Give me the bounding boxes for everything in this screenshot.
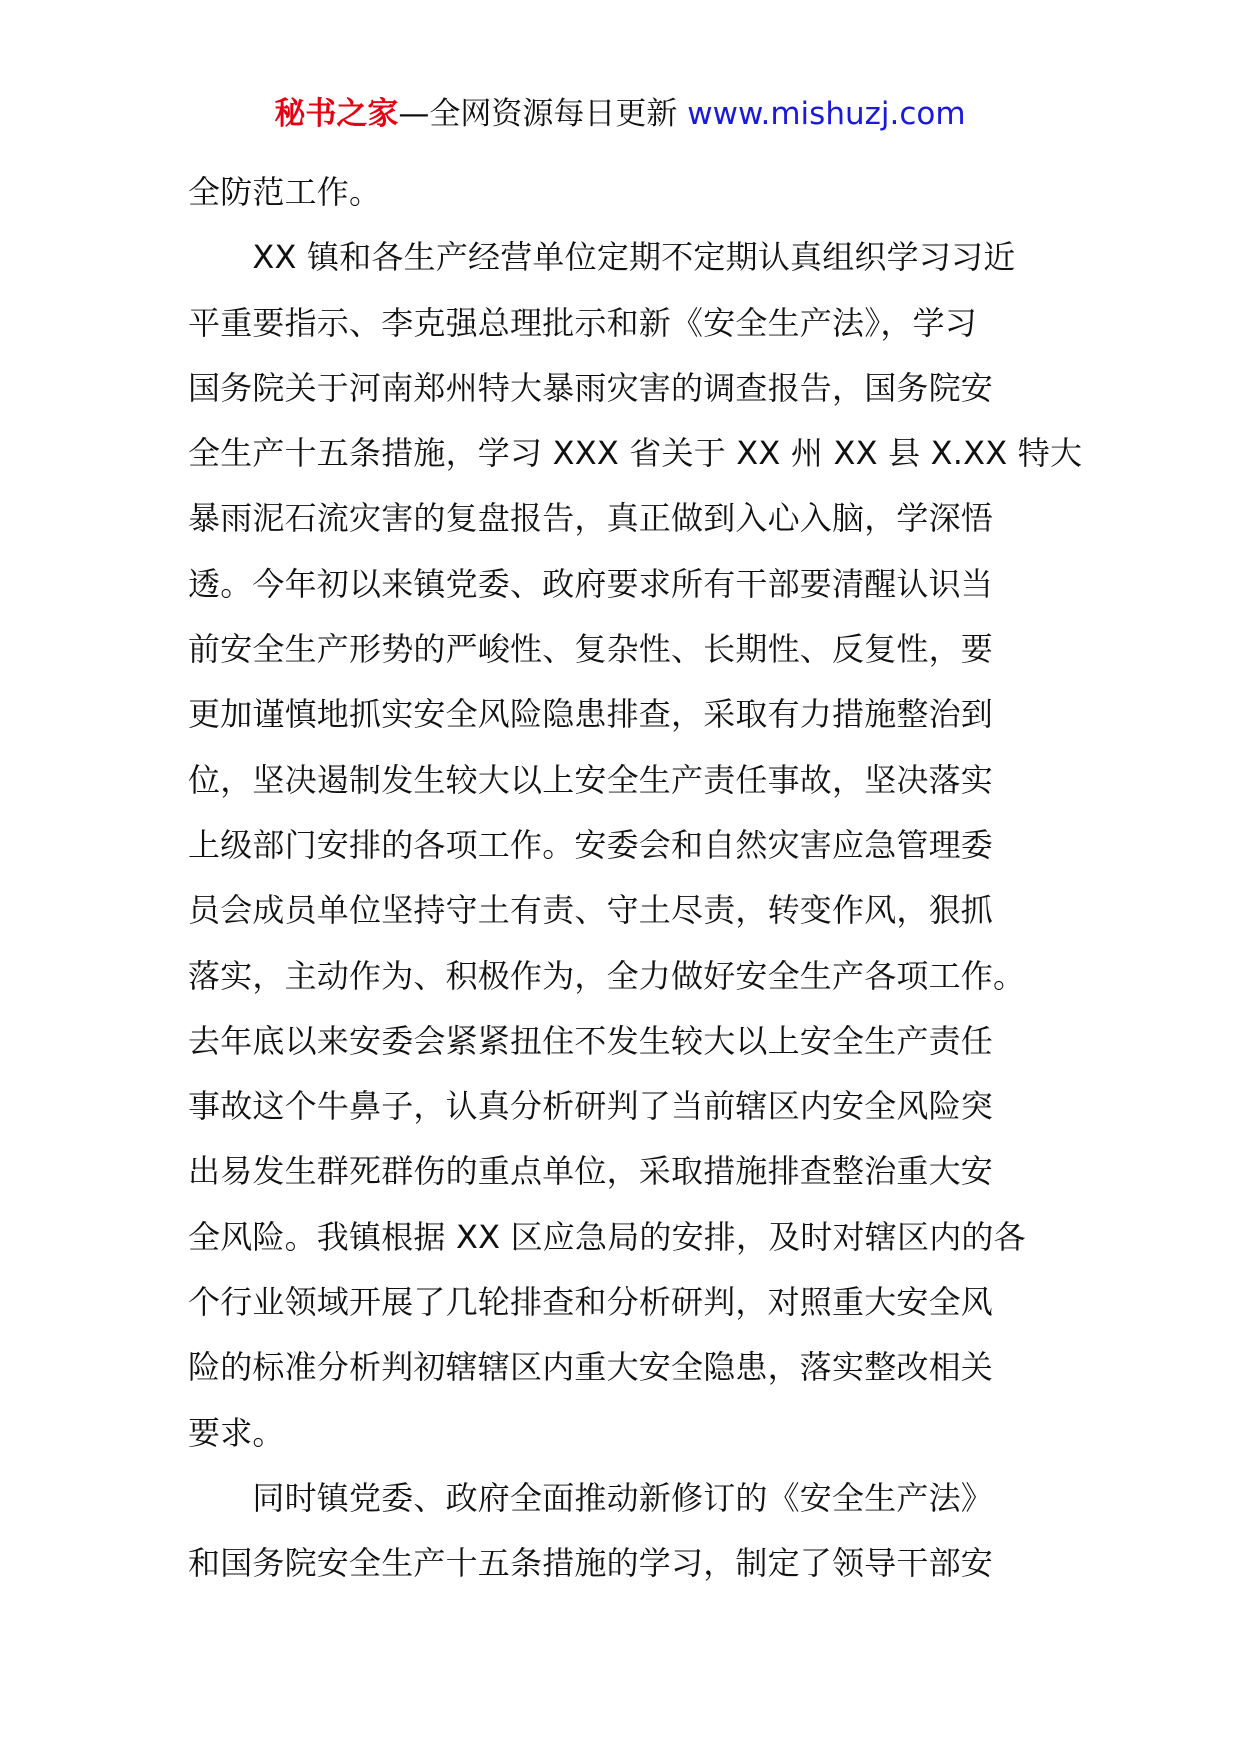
text-line: 前安全生产形势的严峻性、复杂性、长期性、反复性，要 (188, 630, 994, 669)
text-line: 和国务院安全生产十五条措施的学习，制定了领导干部安 (188, 1544, 994, 1583)
document-body (188, 160, 1083, 1597)
text-line: 事故这个牛鼻子，认真分析研判了当前辖区内安全风险突 (188, 1087, 994, 1126)
text-line: 出易发生群死群伤的重点单位，采取措施排查整治重大安 (188, 1152, 994, 1191)
text-line: 险的标准分析判初辖辖区内重大安全隐患，落实整改相关 (188, 1348, 994, 1387)
text-line: 去年底以来安委会紧紧扭住不发生较大以上安全生产责任 (188, 1021, 994, 1060)
text-line: 上级部门安排的各项工作。安委会和自然灾害应急管理委 (188, 825, 994, 864)
text-line: 全风险。我镇根据 XX 区应急局的安排，及时对辖区内的各 (188, 1217, 1026, 1256)
text-line: 全生产十五条措施，学习 XXX 省关于 XX 州 XX 县 X.XX 特大 (188, 434, 1083, 473)
text-line: 同时镇党委、政府全面推动新修订的《安全生产法》 (188, 1478, 994, 1517)
site-url-link[interactable]: www.mishuzj.com (687, 96, 966, 132)
text-line: 暴雨泥石流灾害的复盘报告，真正做到入心入脑，学深悟 (188, 499, 994, 538)
text-line: 平重要指示、李克强总理批示和新《安全生产法》，学习 (188, 303, 978, 342)
text-line: 位，坚决遏制发生较大以上安全生产责任事故，坚决落实 (188, 760, 994, 799)
text-line: 落实，主动作为、积极作为，全力做好安全生产各项工作。 (188, 956, 1026, 995)
text-line: 国务院关于河南郑州特大暴雨灾害的调查报告，国务院安 (188, 368, 994, 407)
text-line: 更加谨慎地抓实安全风险隐患排查，采取有力措施整治到 (188, 695, 994, 734)
site-tagline: —全网资源每日更新 (398, 96, 688, 132)
text-line: 员会成员单位坚持守土有责、守土尽责，转变作风，狠抓 (188, 891, 994, 930)
text-line: 透。今年初以来镇党委、政府要求所有干部要清醒认识当 (188, 564, 994, 603)
text-line: XX 镇和各生产经营单位定期不定期认真组织学习习近 (188, 238, 1016, 277)
site-brand: 秘书之家 (274, 96, 399, 132)
text-line: 要求。 (188, 1413, 285, 1452)
text-line: 全防范工作。 (188, 173, 382, 211)
text-line: 个行业领域开展了几轮排查和分析研判，对照重大安全风 (188, 1283, 994, 1322)
site-header (0, 94, 1240, 134)
